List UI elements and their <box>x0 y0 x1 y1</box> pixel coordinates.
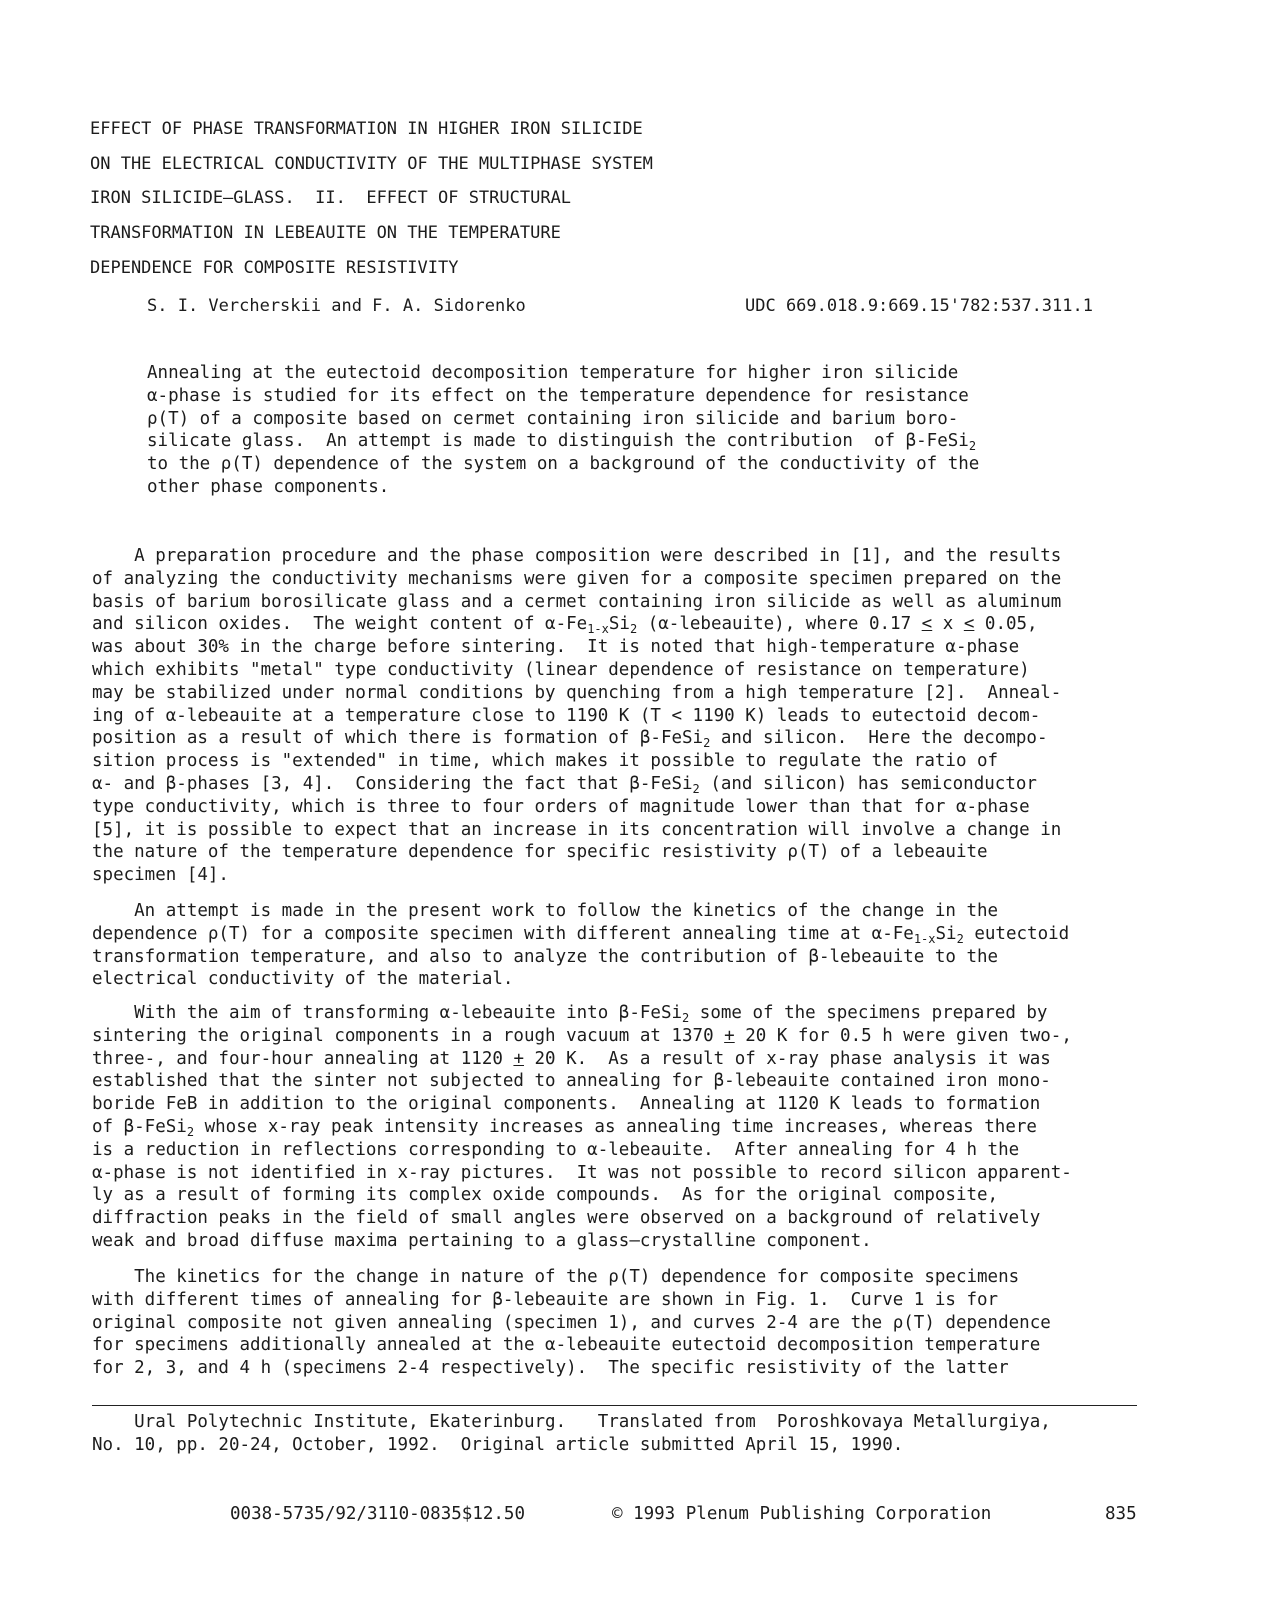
less-equal-sign: < <box>921 614 933 635</box>
text-line: which exhibits "metal" type conductivity (linear dependence of resistance on temperature) <box>92 659 1030 680</box>
text-line: electrical conductivity of the material. <box>92 969 514 990</box>
text-line <box>92 1048 1162 1071</box>
title-line: DEPENDENCE FOR COMPOSITE RESISTIVITY <box>90 257 459 278</box>
article-code: 0038-5735/92/3110-0835$12.50 <box>230 1504 526 1524</box>
text-line: type conductivity, which is three to four orders of magnitude lower than that for α-phase <box>92 796 1030 817</box>
text-line <box>92 613 1162 636</box>
text-line: of analyzing the conductivity mechanisms were given for a composite specimen prepared on the <box>92 568 1062 589</box>
title-line: ON THE ELECTRICAL CONDUCTIVITY OF THE MULTIPHASE SYSTEM <box>90 153 653 174</box>
copyright-notice: © 1993 Plenum Publishing Corporation <box>612 1504 992 1524</box>
text-line: the nature of the temperature dependence for specific resistivity ρ(T) of a lebeauite <box>92 842 988 863</box>
subscript: 2 <box>956 931 964 946</box>
page-number: 835 <box>1105 1504 1137 1524</box>
text-run: sintering the original components in a rough vacuum at 1370 <box>92 1025 725 1046</box>
text-run: three-, and four-hour annealing at 1120 <box>92 1048 514 1069</box>
text-line: specimen [4]. <box>92 865 229 886</box>
text-line: is a reduction in reflections corresponding to α-lebeauite. After annealing for 4 h the <box>92 1139 1020 1160</box>
text-run: With the aim of transforming α-lebeauite into β-FeSi <box>92 1003 683 1023</box>
text-run: 20 K for 0.5 h were given two-, <box>734 1025 1072 1046</box>
text-run: x <box>932 614 964 635</box>
text-line: for specimens additionally annealed at the α-lebeauite eutectoid decomposition temperature <box>92 1335 1041 1356</box>
body-paragraph <box>92 1266 1162 1380</box>
text-line: boride FeB in addition to the original components. Annealing at 1120 K leads to formation <box>92 1094 1041 1115</box>
text-line: An attempt is made in the present work to follow the kinetics of the change in the <box>92 901 999 921</box>
subscript: 2 <box>968 439 977 454</box>
text-line: for 2, 3, and 4 h (specimens 2-4 respectively). The specific resistivity of the latter <box>92 1358 1009 1379</box>
footnote <box>92 1411 1162 1457</box>
text-line: sition process is "extended" in time, which makes it possible to regulate the ratio of <box>92 751 999 772</box>
text-run: and silicon. Here the decompo- <box>710 728 1048 749</box>
footnote-line: Ural Polytechnic Institute, Ekaterinburg. Translated from Poroshkovaya Metallurgiya, <box>92 1412 1051 1432</box>
text-line: was about 30% in the charge before sintering. It is noted that high-temperature α-phase <box>92 637 1020 658</box>
text-line: The kinetics for the change in nature of the ρ(T) dependence for composite specimens <box>92 1267 1020 1287</box>
text-run: silicate glass. An attempt is made to distinguish the contribution of β-FeSi <box>147 431 969 452</box>
abstract-line: α-phase is studied for its effect on the temperature dependence for resistance <box>147 385 969 406</box>
text-line: [5], it is possible to expect that an increase in its concentration will involve a change in <box>92 819 1062 840</box>
text-line <box>92 923 1162 946</box>
abstract <box>147 362 1067 499</box>
text-run: Si <box>608 614 630 635</box>
text-line: may be stabilized under normal conditions by quenching from a high temperature [2]. Anneal- <box>92 682 1062 703</box>
text-line <box>92 727 1162 750</box>
subscript: 1-x <box>913 931 936 946</box>
text-line: with different times of annealing for β-lebeauite are shown in Fig. 1. Curve 1 is for <box>92 1289 999 1310</box>
abstract-line: ρ(T) of a composite based on cermet containing iron silicide and barium boro- <box>147 408 959 429</box>
text-run: 0.05, <box>974 614 1038 635</box>
text-line: original composite not given annealing (specimen 1), and curves 2-4 are the ρ(T) dependence <box>92 1312 1051 1333</box>
plus-minus-sign: + <box>724 1025 735 1046</box>
article-title <box>90 112 850 286</box>
abstract-line: other phase components. <box>147 476 390 497</box>
text-line: ing of α-lebeauite at a temperature close to 1190 K (T < 1190 K) leads to eutectoid decom- <box>92 705 1041 726</box>
text-line <box>92 773 1162 796</box>
text-run: (α-lebeauite), where 0.17 <box>637 614 922 635</box>
less-equal-sign: < <box>963 614 975 635</box>
subscript: 2 <box>629 622 638 637</box>
text-line: ly as a result of forming its complex oxide compounds. As for the original composite, <box>92 1185 999 1206</box>
text-line: A preparation procedure and the phase composition were described in [1], and the results <box>92 546 1062 566</box>
text-line: basis of barium borosilicate glass and a cermet containing iron silicide as well as aluminum <box>92 591 1062 612</box>
plus-minus-sign: + <box>513 1048 524 1069</box>
text-line: transformation temperature, and also to analyze the contribution of β-lebeauite to the <box>92 946 999 967</box>
subscript: 2 <box>703 736 711 751</box>
text-run: of β-FeSi <box>92 1116 187 1137</box>
text-line <box>92 1025 1162 1048</box>
body-paragraph <box>92 545 1162 887</box>
text-line <box>92 1002 1162 1025</box>
footnote-divider <box>92 1405 1137 1406</box>
subscript: 2 <box>682 1011 690 1025</box>
title-line: IRON SILICIDE—GLASS. II. EFFECT OF STRUCTURAL <box>90 188 572 209</box>
text-run: some of the specimens prepared by <box>689 1003 1048 1023</box>
text-line: α-phase is not identified in x-ray pictures. It was not possible to record silicon apparent- <box>92 1162 1072 1183</box>
text-run: Si <box>935 923 957 944</box>
text-run: eutectoid <box>963 923 1070 944</box>
text-run: α- and β-phases [3, 4]. Considering the fact that β-FeSi <box>92 773 693 794</box>
udc-code: UDC 669.018.9:669.15'782:537.311.1 <box>745 296 1093 316</box>
text-run: position as a result of which there is formation of β-FeSi <box>92 728 704 749</box>
body-paragraph <box>92 900 1162 991</box>
subscript: 2 <box>692 781 700 796</box>
text-run: whose x-ray peak intensity increases as annealing time increases, whereas there <box>194 1116 1037 1137</box>
title-line: TRANSFORMATION IN LEBEAUITE ON THE TEMPERATURE <box>90 223 561 244</box>
title-line: EFFECT OF PHASE TRANSFORMATION IN HIGHER IRON SILICIDE <box>90 119 643 139</box>
text-line: diffraction peaks in the field of small angles were observed on a background of relatively <box>92 1208 1041 1229</box>
text-run: 20 K. As a result of x-ray phase analysis it was <box>523 1048 1051 1069</box>
subscript: 1-x <box>587 622 609 637</box>
subscript: 2 <box>186 1124 195 1139</box>
text-line <box>92 1116 1162 1139</box>
body-paragraph <box>92 1002 1162 1253</box>
abstract-line: Annealing at the eutectoid decomposition temperature for higher iron silicide <box>147 363 959 383</box>
text-line: weak and broad diffuse maxima pertaining to a glass—crystalline component. <box>92 1230 872 1251</box>
authors: S. I. Vercherskii and F. A. Sidorenko <box>147 296 526 316</box>
footnote-line: No. 10, pp. 20-24, October, 1992. Original article submitted April 15, 1990. <box>92 1434 904 1455</box>
text-run: and silicon oxides. The weight content of α-Fe <box>92 614 588 635</box>
text-run: dependence ρ(T) for a composite specimen with different annealing time at α-Fe <box>92 923 914 944</box>
text-run: (and silicon) has semiconductor <box>699 773 1037 794</box>
text-line: established that the sinter not subjected to annealing for β-lebeauite contained iron mono- <box>92 1071 1051 1092</box>
abstract-line <box>147 430 1067 453</box>
abstract-line: to the ρ(T) dependence of the system on a background of the conductivity of the <box>147 454 980 475</box>
